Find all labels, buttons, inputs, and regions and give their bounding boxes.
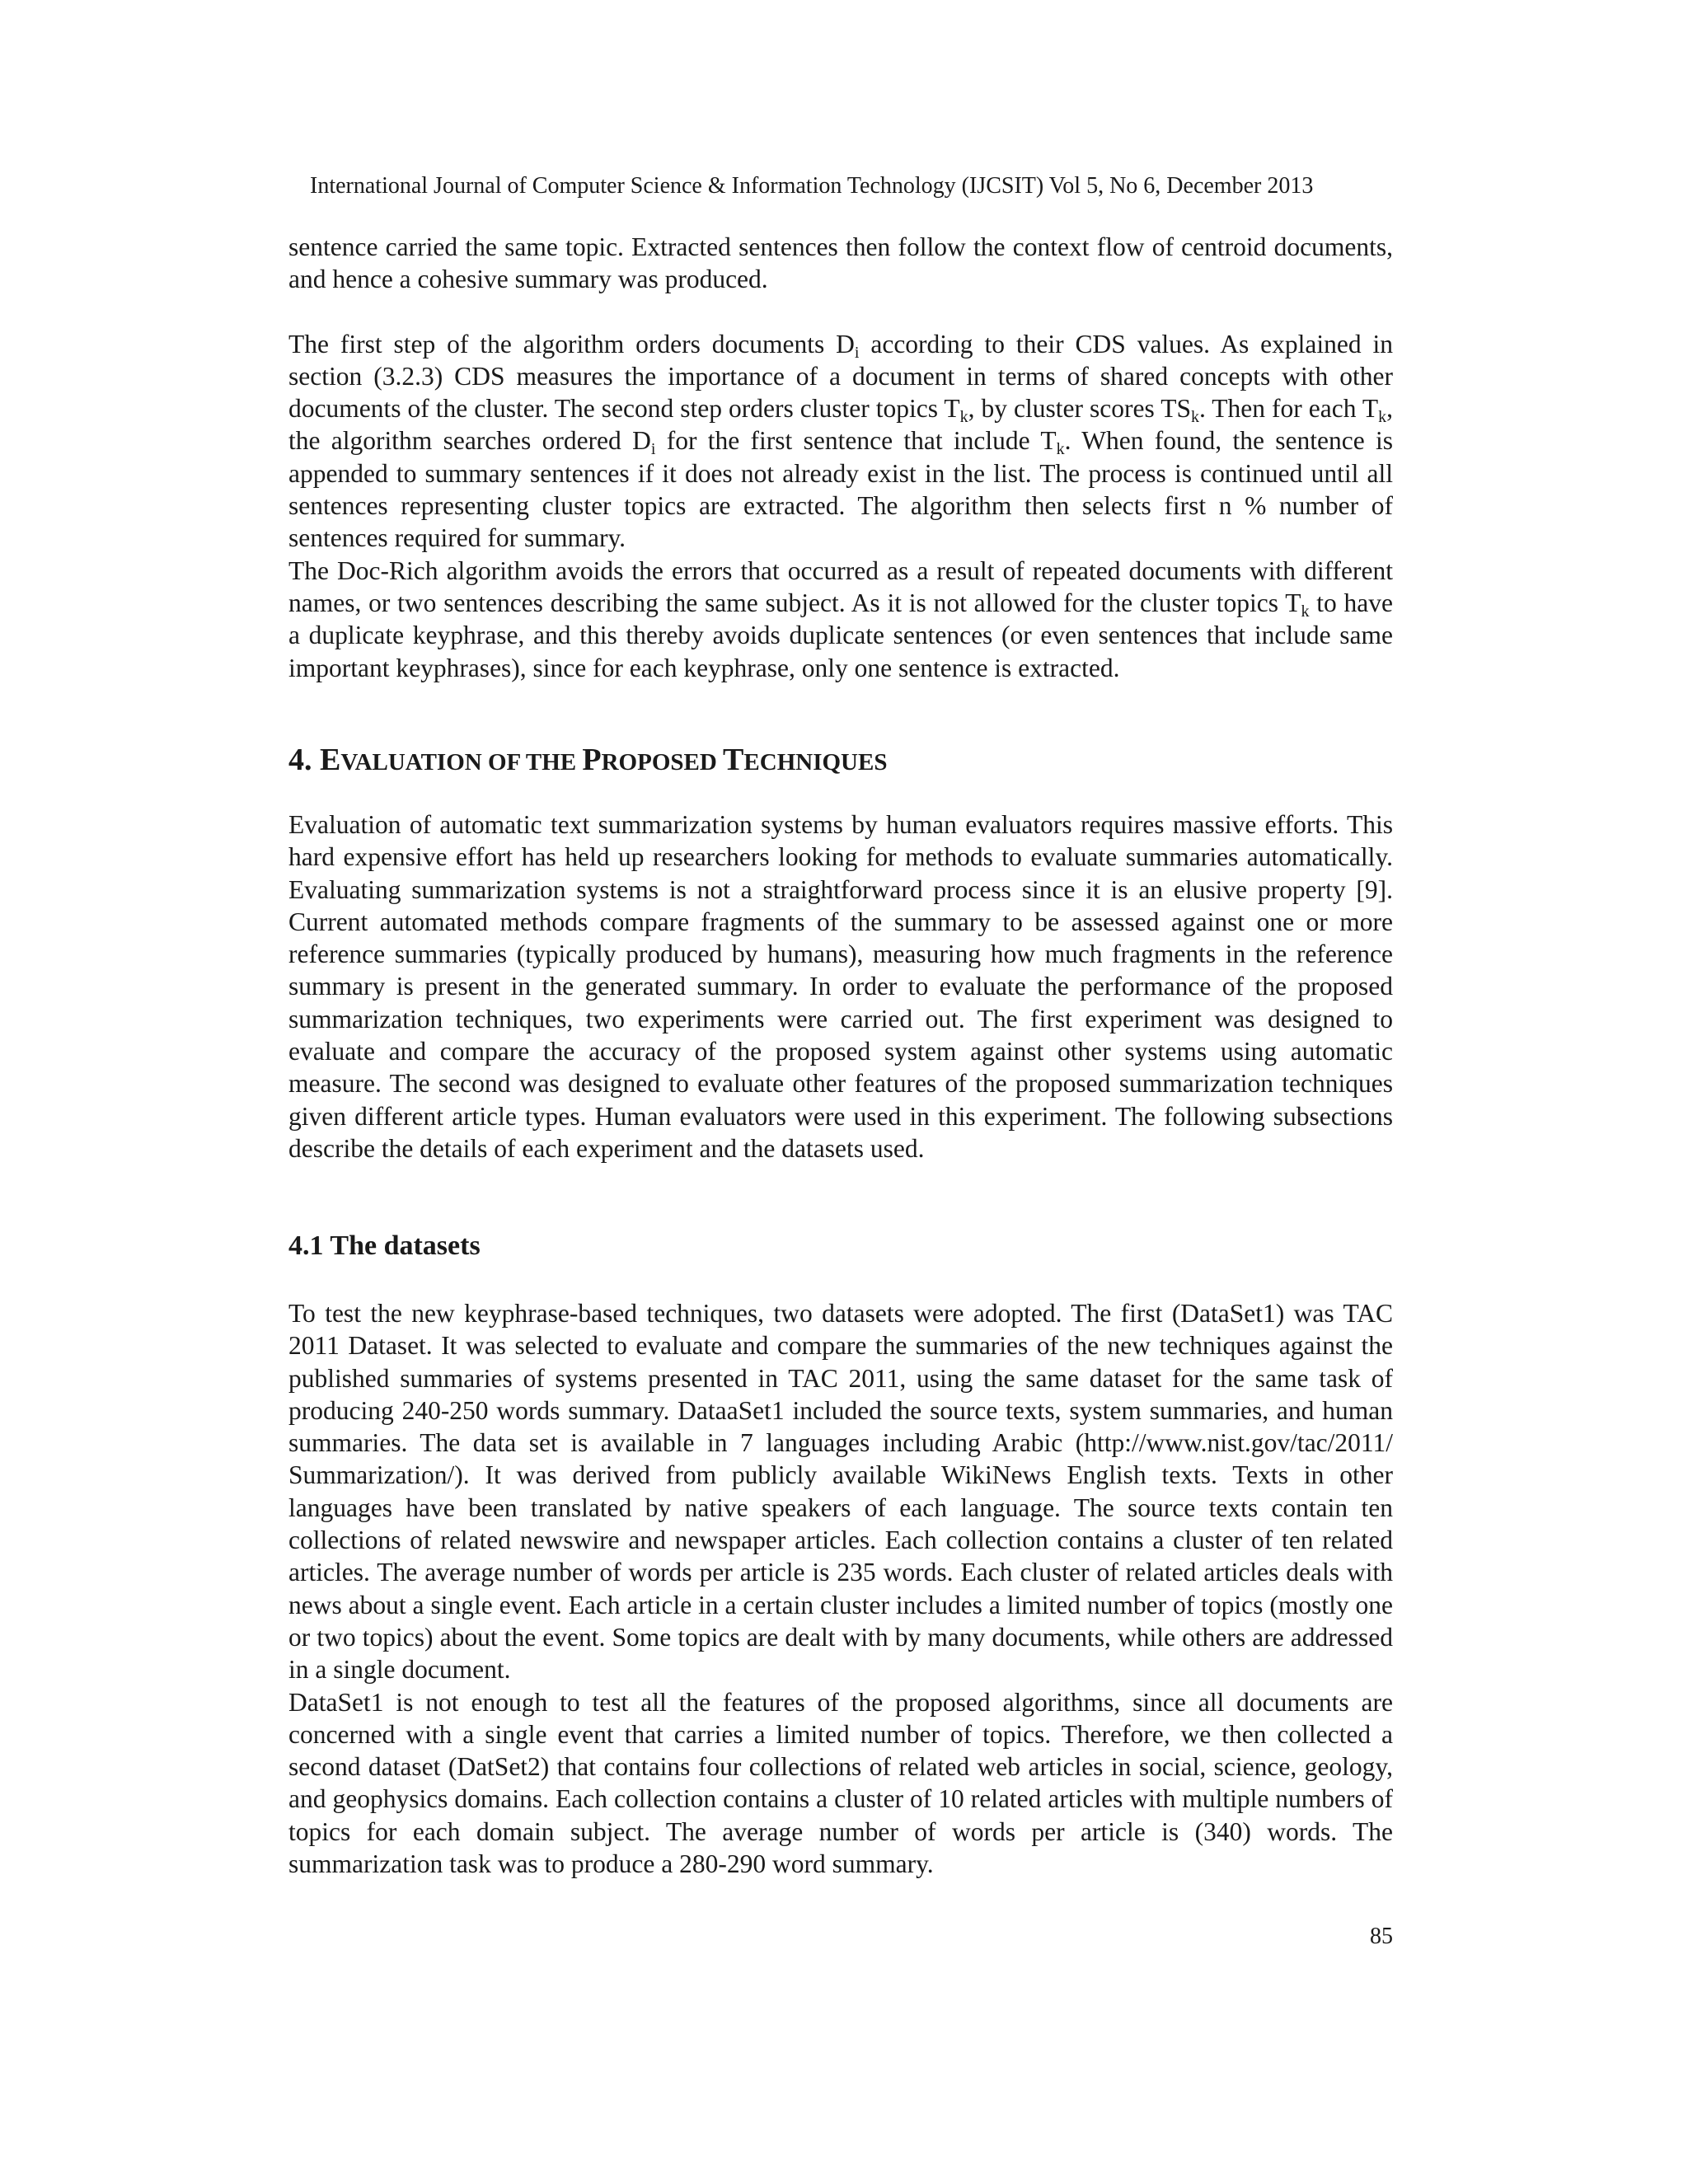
- section-4-1-heading: 4.1 The datasets: [288, 1230, 481, 1261]
- running-header: International Journal of Computer Science & Information Technology (IJCSIT) Vol 5, No 6, December 2013: [310, 173, 1314, 199]
- top-text-block: [288, 231, 1393, 684]
- section-4-1-body: [288, 1297, 1393, 1880]
- paragraph-evaluation: Evaluation of automatic text summarization systems by human evaluators requires massive efforts. This hard expensive effort has held up researchers looking for methods to evaluate summaries automatically. Evaluating summarization systems is not a straightforward process since it is an elusive property [9]. Current automated methods compare fragments of the summary to be assessed against one or more reference summaries (typically produced by humans), measuring how much fragments in the reference summary is present in the generated summary. In order to evaluate the performance of the proposed summarization techniques, two experiments were carried out. The first experiment was designed to evaluate and compare the accuracy of the proposed system against other systems using automatic measure. The second was designed to evaluate other features of the proposed summarization techniques given different article types. Human evaluators were used in this experiment. The following subsections describe the details of each experiment and the datasets used.: [288, 810, 1393, 1163]
- section-4-heading: 4. EVALUATION OF THE PROPOSED TECHNIQUES: [288, 743, 888, 777]
- paragraph-dataset1: To test the new keyphrase-based techniques, two datasets were adopted. The first (DataSet1) was TAC 2011 Dataset. It was selected to evaluate and compare the summaries of the new techniques against the published summaries of systems presented in TAC 2011, using the same dataset for the same task of producing 240-250 words summary. DataaSet1 included the source texts, system summaries, and human summaries. The data set is available in 7 languages including Arabic (http://www.nist.gov/tac/2011/ Summarization/). It was derived from publicly available WikiNews English texts. Texts in other languages have been translated by native speakers of each language. The source texts contain ten collections of related newswire and newspaper articles. Each collection contains a cluster of ten related articles. The average number of words per article is 235 words. Each cluster of related articles deals with news about a single event. Each article in a certain cluster includes a limited number of topics (mostly one or two topics) about the event. Some topics are dealt with by many documents, while others are addressed in a single document.: [288, 1299, 1393, 1685]
- page-number: 85: [1370, 1924, 1393, 1949]
- paragraph-dataset2: DataSet1 is not enough to test all the features of the proposed algorithms, since all documents are concerned with a single event that carries a limited number of topics. Therefore, we then collected a second dataset (DatSet2) that contains four collections of related web articles in social, science, geology, and geophysics domains. Each collection contains a cluster of 10 related articles with multiple numbers of topics for each domain subject. The average number of words per article is (340) words. The summarization task was to produce a 280-290 word summary.: [288, 1687, 1393, 1879]
- paragraph-doc-rich: The Doc-Rich algorithm avoids the errors that occurred as a result of repeated documents with different names, or two sentences describing the same subject. As it is not allowed for the cluster topics $T_k$ to have a duplicate keyphrase, and this thereby avoids duplicate sentences (or even sentences that include same important keyphrases), since for each keyphrase, only one sentence is extracted.: [288, 555, 1393, 682]
- paragraph-continuation: sentence carried the same topic. Extracted sentences then follow the context flow of centroid documents, and hence a cohesive summary was produced.: [288, 232, 1393, 294]
- section-4-body: [288, 808, 1393, 1165]
- paragraph-algorithm-steps: The first step of the algorithm orders documents $D_i$ according to their CDS values. As explained in section (3.2.3) CDS measures the importance of a document in terms of shared concepts with other documents of the cluster. The second step orders cluster topics $T_k$, by cluster scores $TS_k$. Then for each $T_k$, the algorithm searches ordered $D_i$ for the first sentence that include $T_k$. When found, the sentence is appended to summary sentences if it does not already exist in the list. The process is continued until all sentences representing cluster topics are extracted. The algorithm then selects first n % number of sentences required for summary.: [288, 329, 1394, 553]
